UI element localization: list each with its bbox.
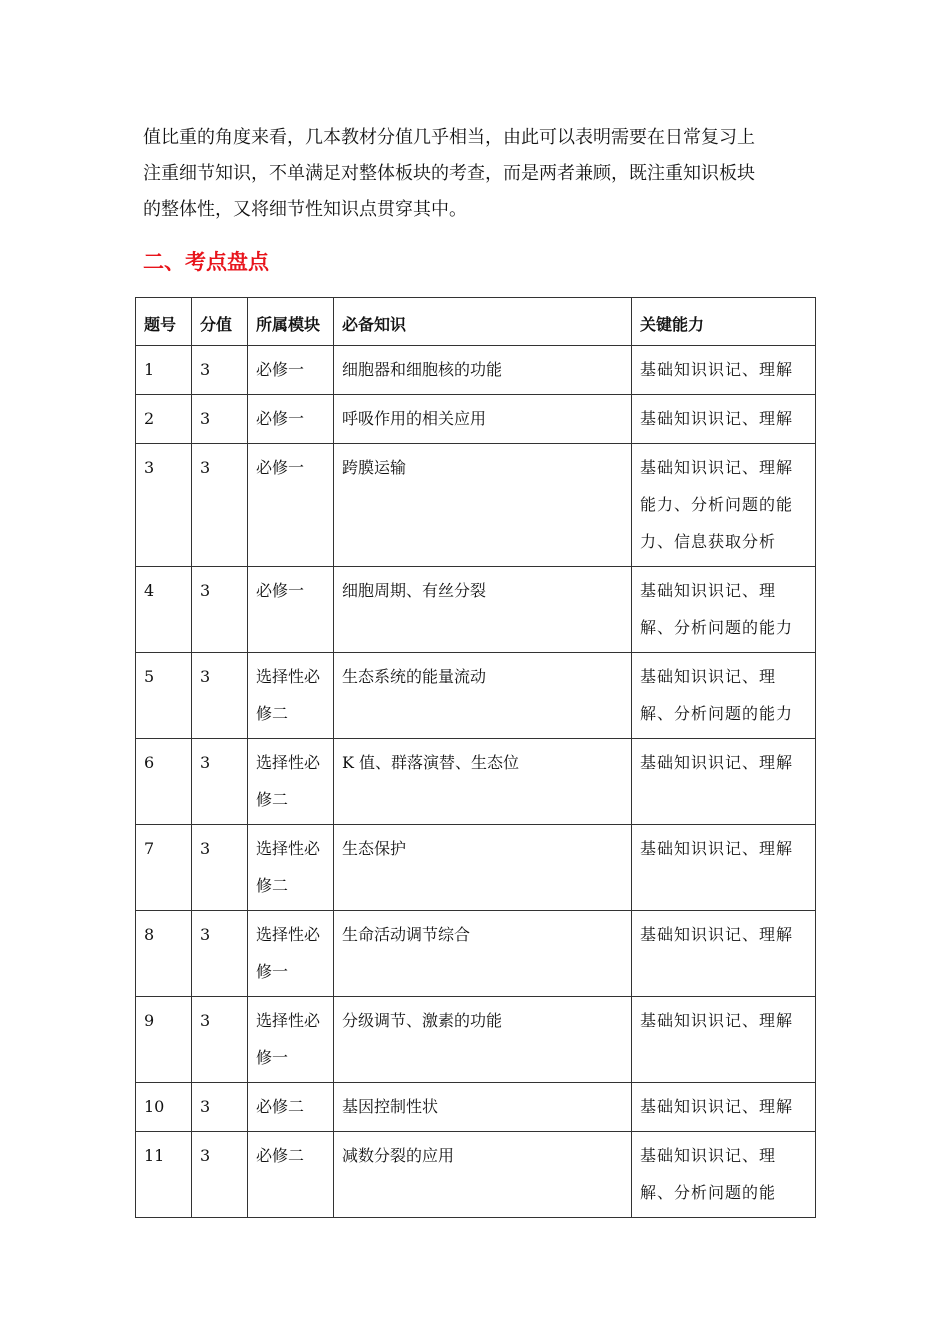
cell-score: 3 [192,444,248,567]
cell-knowledge: 生态保护 [334,825,632,911]
cell-module: 必修一 [248,395,334,444]
cell-knowledge: 跨膜运输 [334,444,632,567]
cell-ability: 基础知识识记、理解、分析问题的能 [632,1132,816,1218]
cell-question-no: 9 [136,997,192,1083]
cell-knowledge: 生态系统的能量流动 [334,653,632,739]
cell-ability: 基础知识识记、理解 [632,825,816,911]
cell-score: 3 [192,911,248,997]
cell-score: 3 [192,567,248,653]
cell-ability: 基础知识识记、理解 [632,739,816,825]
cell-question-no: 6 [136,739,192,825]
cell-score: 3 [192,1132,248,1218]
cell-module: 必修一 [248,567,334,653]
table-row [136,395,816,444]
cell-question-no: 10 [136,1083,192,1132]
paragraph-line: 的整体性，又将细节性知识点贯穿其中。 [143,199,467,220]
cell-knowledge: 生命活动调节综合 [334,911,632,997]
cell-module: 必修二 [248,1083,334,1132]
section-heading: 二、考点盘点 [143,250,269,274]
cell-module: 必修二 [248,1132,334,1218]
cell-knowledge: 细胞器和细胞核的功能 [334,346,632,395]
cell-module: 必修一 [248,346,334,395]
table-row [136,825,816,911]
cell-ability: 基础知识识记、理解能力、分析问题的能力、信息获取分析 [632,444,816,567]
paragraph-line: 值比重的角度来看，几本教材分值几乎相当，由此可以表明需要在日常复习上 [143,127,755,148]
exam-points-table [135,297,816,1218]
cell-knowledge: 呼吸作用的相关应用 [334,395,632,444]
cell-ability: 基础知识识记、理解 [632,1083,816,1132]
table-row [136,346,816,395]
cell-knowledge: K 值、群落演替、生态位 [334,739,632,825]
table-row [136,1132,816,1218]
cell-score: 3 [192,739,248,825]
intro-paragraph [143,120,823,228]
cell-ability: 基础知识识记、理解 [632,911,816,997]
cell-question-no: 3 [136,444,192,567]
cell-question-no: 1 [136,346,192,395]
cell-ability: 基础知识识记、理解 [632,395,816,444]
cell-ability: 基础知识识记、理解、分析问题的能力 [632,653,816,739]
table-row [136,567,816,653]
cell-module: 选择性必修二 [248,825,334,911]
cell-knowledge: 基因控制性状 [334,1083,632,1132]
cell-knowledge: 分级调节、激素的功能 [334,997,632,1083]
cell-question-no: 11 [136,1132,192,1218]
table-row [136,1083,816,1132]
cell-question-no: 5 [136,653,192,739]
cell-module: 选择性必修一 [248,997,334,1083]
cell-module: 必修一 [248,444,334,567]
table-row [136,997,816,1083]
header-score: 分值 [192,298,248,346]
cell-score: 3 [192,997,248,1083]
cell-question-no: 7 [136,825,192,911]
header-knowledge: 必备知识 [334,298,632,346]
cell-question-no: 2 [136,395,192,444]
cell-question-no: 4 [136,567,192,653]
header-ability: 关键能力 [632,298,816,346]
table-row [136,444,816,567]
cell-score: 3 [192,825,248,911]
table-header-row [136,298,816,346]
paragraph-line: 注重细节知识，不单满足对整体板块的考查，而是两者兼顾，既注重知识板块 [143,163,755,184]
header-module: 所属模块 [248,298,334,346]
cell-knowledge: 细胞周期、有丝分裂 [334,567,632,653]
table-row [136,653,816,739]
cell-question-no: 8 [136,911,192,997]
cell-module: 选择性必修二 [248,653,334,739]
cell-score: 3 [192,395,248,444]
cell-score: 3 [192,1083,248,1132]
cell-ability: 基础知识识记、理解、分析问题的能力 [632,567,816,653]
cell-module: 选择性必修二 [248,739,334,825]
cell-knowledge: 减数分裂的应用 [334,1132,632,1218]
cell-module: 选择性必修一 [248,911,334,997]
cell-ability: 基础知识识记、理解 [632,997,816,1083]
header-question-no: 题号 [136,298,192,346]
table-row [136,739,816,825]
table-row [136,911,816,997]
cell-score: 3 [192,653,248,739]
cell-score: 3 [192,346,248,395]
cell-ability: 基础知识识记、理解 [632,346,816,395]
